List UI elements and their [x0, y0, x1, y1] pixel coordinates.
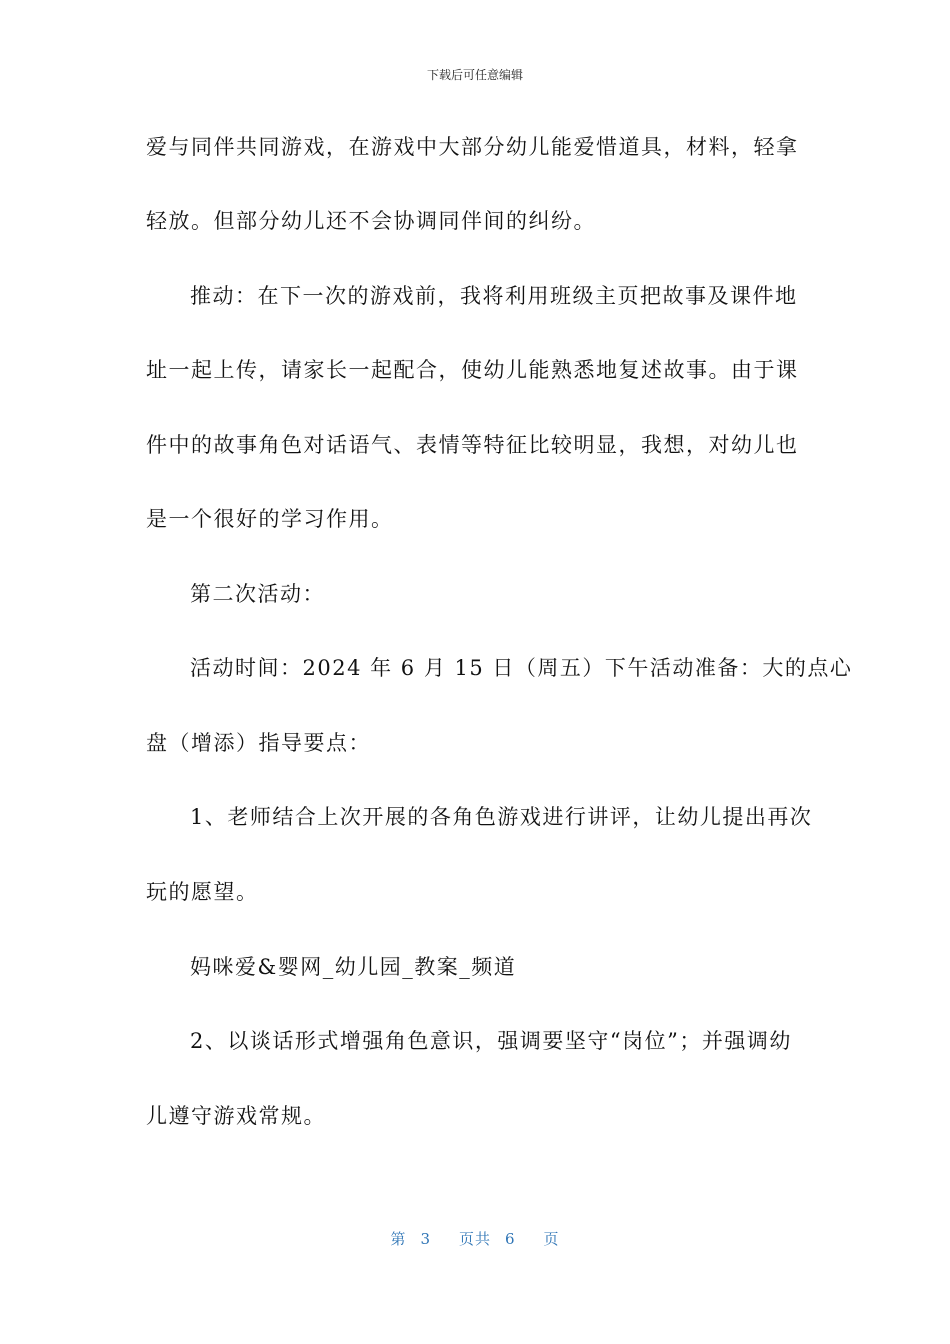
paragraph-line: 儿遵守游戏常规。: [146, 1104, 326, 1128]
source-line: 妈咪爱&婴网_幼儿园_教案_频道: [190, 955, 517, 979]
current-page-number: 3: [420, 1230, 431, 1248]
page-mid: 页共: [458, 1230, 491, 1248]
total-pages-number: 6: [505, 1230, 516, 1248]
paragraph-line: 2、以谈话形式增强角色意识，强调要坚守“岗位”；并强调幼: [190, 1029, 792, 1053]
page-footer: [0, 1227, 950, 1251]
paragraph-line: 推动：在下一次的游戏前，我将利用班级主页把故事及课件地: [190, 284, 798, 308]
paragraph-line: 盘（增添）指导要点：: [146, 731, 371, 755]
page-suffix: 页: [543, 1230, 560, 1248]
paragraph-line: 址一起上传，请家长一起配合，使幼儿能熟悉地复述故事。由于课: [146, 358, 799, 382]
page-prefix: 第: [390, 1230, 407, 1248]
paragraph-line: 是一个很好的学习作用。: [146, 507, 394, 531]
paragraph-line: 轻放。但部分幼儿还不会协调同伴间的纠纷。: [146, 209, 596, 233]
paragraph-line: 1、老师结合上次开展的各角色游戏进行讲评，让幼儿提出再次: [190, 805, 813, 829]
paragraph-line: 爱与同伴共同游戏，在游戏中大部分幼儿能爱惜道具，材料，轻拿: [146, 135, 799, 159]
paragraph-line: 件中的故事角色对话语气、表情等特征比较明显，我想，对幼儿也: [146, 433, 799, 457]
section-heading: 第二次活动：: [190, 582, 325, 606]
page-header: 下载后可任意编辑: [426, 68, 523, 82]
paragraph-line: 活动时间：2024 年 6 月 15 日（周五）下午活动准备：大的点心: [190, 656, 853, 680]
paragraph-line: 玩的愿望。: [146, 880, 259, 904]
